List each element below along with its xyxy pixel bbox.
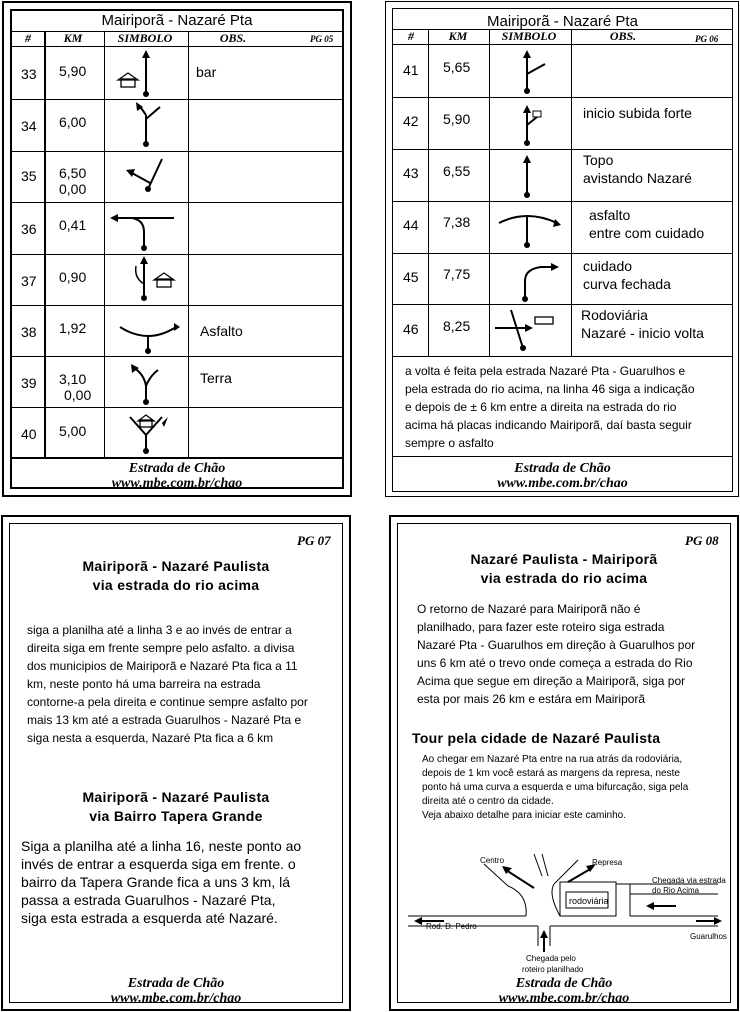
footer-url: www.mbe.com.br/chao — [498, 991, 630, 1006]
paragraph-line: siga nesta a esquerda, Nazaré Pta fica a 6 km — [27, 731, 274, 745]
col-header-km: KM — [63, 31, 83, 45]
paragraph-line: uns 6 km até o trevo onde começa a estrada do Rio — [417, 656, 693, 670]
section-title: Mairiporã - Nazaré Paulista — [82, 789, 270, 805]
paragraph-line: mais 13 km até a estrada Guarulhos - Nazaré Pta e — [27, 713, 302, 727]
footer-brand: Estrada de Chão — [128, 461, 226, 476]
row-number: 39 — [21, 375, 37, 391]
col-header-symbol: SIMBOLO — [117, 31, 173, 45]
col-header-km: KM — [448, 29, 468, 43]
paragraph-line: dos municipios de Mairiporã e Nazaré Pta fica a 11 — [27, 659, 298, 673]
row-obs: Rodoviária — [581, 307, 648, 323]
map-label-rio-acima: Chegada via estrada — [652, 876, 726, 885]
row-km: 0,90 — [59, 269, 87, 285]
note-line: acima há placas indicando Mairiporã, daí basta seguir — [405, 418, 692, 432]
t-junction-icon — [489, 201, 571, 253]
note-line: sempre o asfalto — [405, 436, 494, 450]
curve-left-icon — [104, 202, 188, 254]
map-label-planilhado: Chegada pelo — [526, 954, 576, 963]
page-number: PG 06 — [695, 34, 719, 44]
row-km: 0,41 — [59, 217, 87, 233]
footer-url: www.mbe.com.br/chao — [497, 476, 628, 491]
row-number: 44 — [403, 217, 419, 233]
row-km: 6,50 — [59, 165, 87, 181]
row-obs: inicio subida forte — [583, 105, 692, 121]
map-label-rod-pedro: Rod. D. Pedro — [426, 922, 477, 931]
paragraph-line: contorne-a pela direita e continue sempre asfalto por — [27, 695, 308, 709]
row-number: 42 — [403, 113, 419, 129]
row-km: 6,55 — [443, 163, 471, 179]
note-line: a volta é feita pela estrada Nazaré Pta - Guarulhos e — [405, 364, 686, 378]
row-number: 45 — [403, 269, 419, 285]
paragraph-line: passa a estrada Guarulhos - Nazaré Pta, — [21, 892, 276, 908]
page-08 — [389, 515, 739, 1011]
paragraph-line: direita siga em frente sempre pelo asfalto. a divisa — [27, 641, 295, 655]
row-number: 43 — [403, 165, 419, 181]
rodoviaria-turn-icon — [489, 304, 571, 356]
paragraph-line: O retorno de Nazaré para Mairiporã não é — [417, 602, 641, 616]
row-km: 7,38 — [443, 214, 471, 230]
page-07 — [1, 515, 351, 1011]
paragraph-line: Nazaré Pta - Guarulhos em direção à Guarulhos por — [417, 638, 696, 652]
note-line: pela estrada do rio acima, na linha 46 siga a indicação — [405, 382, 695, 396]
row-obs-line2: avistando Nazaré — [583, 170, 692, 186]
straight-with-sign-icon — [489, 97, 571, 149]
row-number: 35 — [21, 168, 37, 184]
t-junction-icon — [104, 305, 188, 356]
row-number: 38 — [21, 324, 37, 340]
straight-with-house-icon — [104, 254, 188, 305]
map-label-guarulhos: Guarulhos — [690, 932, 727, 941]
curve-right-icon — [489, 253, 571, 304]
row-km: 3,10 — [59, 371, 87, 387]
paragraph-line: siga a planilha até a linha 3 e ao invés de entrar a — [27, 623, 292, 637]
row-obs: cuidado — [583, 258, 633, 274]
row-obs: bar — [196, 64, 217, 80]
map-label-represa: Represa — [592, 858, 623, 867]
row-obs: Terra — [200, 370, 232, 386]
row-number: 40 — [21, 426, 37, 442]
row-obs: Topo — [583, 152, 614, 168]
footer-url: www.mbe.com.br/chao — [110, 991, 242, 1006]
paragraph-line: invés de entrar a esquerda siga em frente. o — [21, 856, 296, 872]
paragraph-line: ponto há uma curva a esquerda e uma bifurcação, siga pela — [422, 782, 689, 793]
y-junction-house-icon — [104, 407, 188, 457]
page-06 — [385, 1, 739, 497]
note-line: e depois de ± 6 km entre a direita na estrada do rio — [405, 400, 677, 414]
row-km: 7,75 — [443, 266, 471, 282]
row-obs-line2: curva fechada — [583, 276, 671, 292]
paragraph-line: km, neste ponto há uma barreira na estrada — [27, 677, 261, 691]
row-km: 6,00 — [59, 114, 87, 130]
straight-right-branch-icon — [489, 44, 571, 97]
section-title: Nazaré Paulista - Mairiporã — [470, 551, 658, 567]
footer-brand: Estrada de Chão — [515, 976, 613, 991]
row-km: 5,90 — [59, 63, 87, 79]
col-header-num: # — [25, 31, 31, 45]
row-obs-line2: entre com cuidado — [589, 225, 705, 241]
row-obs-line2: Nazaré - inicio volta — [581, 325, 704, 341]
paragraph-line: planilhado, para fazer este roteiro siga estrada — [417, 620, 665, 634]
row-km: 8,25 — [443, 318, 471, 334]
page-number: PG 08 — [685, 533, 719, 548]
page-08-frame — [397, 523, 731, 1006]
paragraph-line: Siga a planilha até a linha 16, neste ponto ao — [21, 838, 302, 854]
footer-brand: Estrada de Chão — [127, 976, 225, 991]
map-label-planilhado-2: roteiro planilhado — [522, 965, 584, 974]
section-subtitle: via Bairro Tapera Grande — [89, 808, 263, 824]
paragraph-line: depois de 1 km você estará as margens da represa, neste — [422, 768, 680, 779]
page-05 — [2, 1, 352, 497]
page-06-title: Mairiporã - Nazaré Pta — [487, 13, 638, 30]
col-header-obs: OBS. — [609, 29, 637, 43]
row-number: 36 — [21, 221, 37, 237]
paragraph-line: Acima que segue em direção a Mairiporã, siga por — [417, 674, 686, 688]
page-05-title: Mairiporã - Nazaré Pta — [101, 12, 253, 29]
row-obs: Asfalto — [200, 323, 243, 339]
fork-left-icon — [104, 356, 188, 407]
paragraph-line: bairro da Tapera Grande fica a uns 3 km, lá — [21, 874, 291, 890]
row-number: 46 — [403, 321, 419, 337]
town-map-diagram — [398, 834, 732, 964]
straight-icon — [489, 149, 571, 201]
row-km: 5,90 — [443, 111, 471, 127]
paragraph-line: Veja abaixo detalhe para iniciar este caminho. — [422, 810, 627, 821]
straight-with-house-icon — [104, 46, 188, 99]
row-number: 33 — [21, 66, 37, 82]
section-subtitle: via estrada do rio acima — [480, 570, 648, 586]
row-km: 5,65 — [443, 59, 471, 75]
paragraph-line: siga esta estrada a esquerda até Nazaré. — [21, 910, 278, 926]
page-number: PG 05 — [310, 34, 334, 44]
row-km: 1,92 — [59, 320, 87, 336]
row-number: 37 — [21, 273, 37, 289]
paragraph-line: direita até o centro da cidade. — [422, 796, 554, 807]
page-07-frame — [9, 523, 343, 1006]
section-subtitle: via estrada do rio acima — [92, 577, 260, 593]
row-number: 34 — [21, 118, 37, 134]
map-label-rio-acima-2: do Rio Acima — [652, 886, 700, 895]
col-header-num: # — [408, 29, 414, 43]
page-number: PG 07 — [297, 533, 331, 548]
row-km: 5,00 — [59, 423, 87, 439]
row-km-reset: 0,00 — [64, 387, 92, 403]
page-05-frame — [10, 9, 344, 489]
sharp-left-icon — [104, 151, 188, 202]
section-title: Mairiporã - Nazaré Paulista — [82, 558, 270, 574]
tour-title: Tour pela cidade de Nazaré Paulista — [412, 730, 661, 746]
row-km-reset: 0,00 — [59, 181, 87, 197]
row-number: 41 — [403, 62, 419, 78]
fork-left-icon — [104, 99, 188, 151]
paragraph-line: esta por mais 26 km e estára em Mairiporã — [417, 692, 646, 706]
map-label-centro: Centro — [480, 856, 505, 865]
map-label-rodoviaria: rodoviária — [569, 896, 609, 906]
row-obs: asfalto — [589, 207, 631, 223]
col-header-symbol: SIMBOLO — [501, 29, 557, 43]
paragraph-line: Ao chegar em Nazaré Pta entre na rua atrás da rodoviária, — [422, 754, 683, 765]
col-header-obs: OBS. — [219, 31, 247, 45]
footer-brand: Estrada de Chão — [514, 461, 611, 476]
footer-url: www.mbe.com.br/chao — [111, 476, 243, 491]
page-06-frame — [392, 8, 733, 492]
